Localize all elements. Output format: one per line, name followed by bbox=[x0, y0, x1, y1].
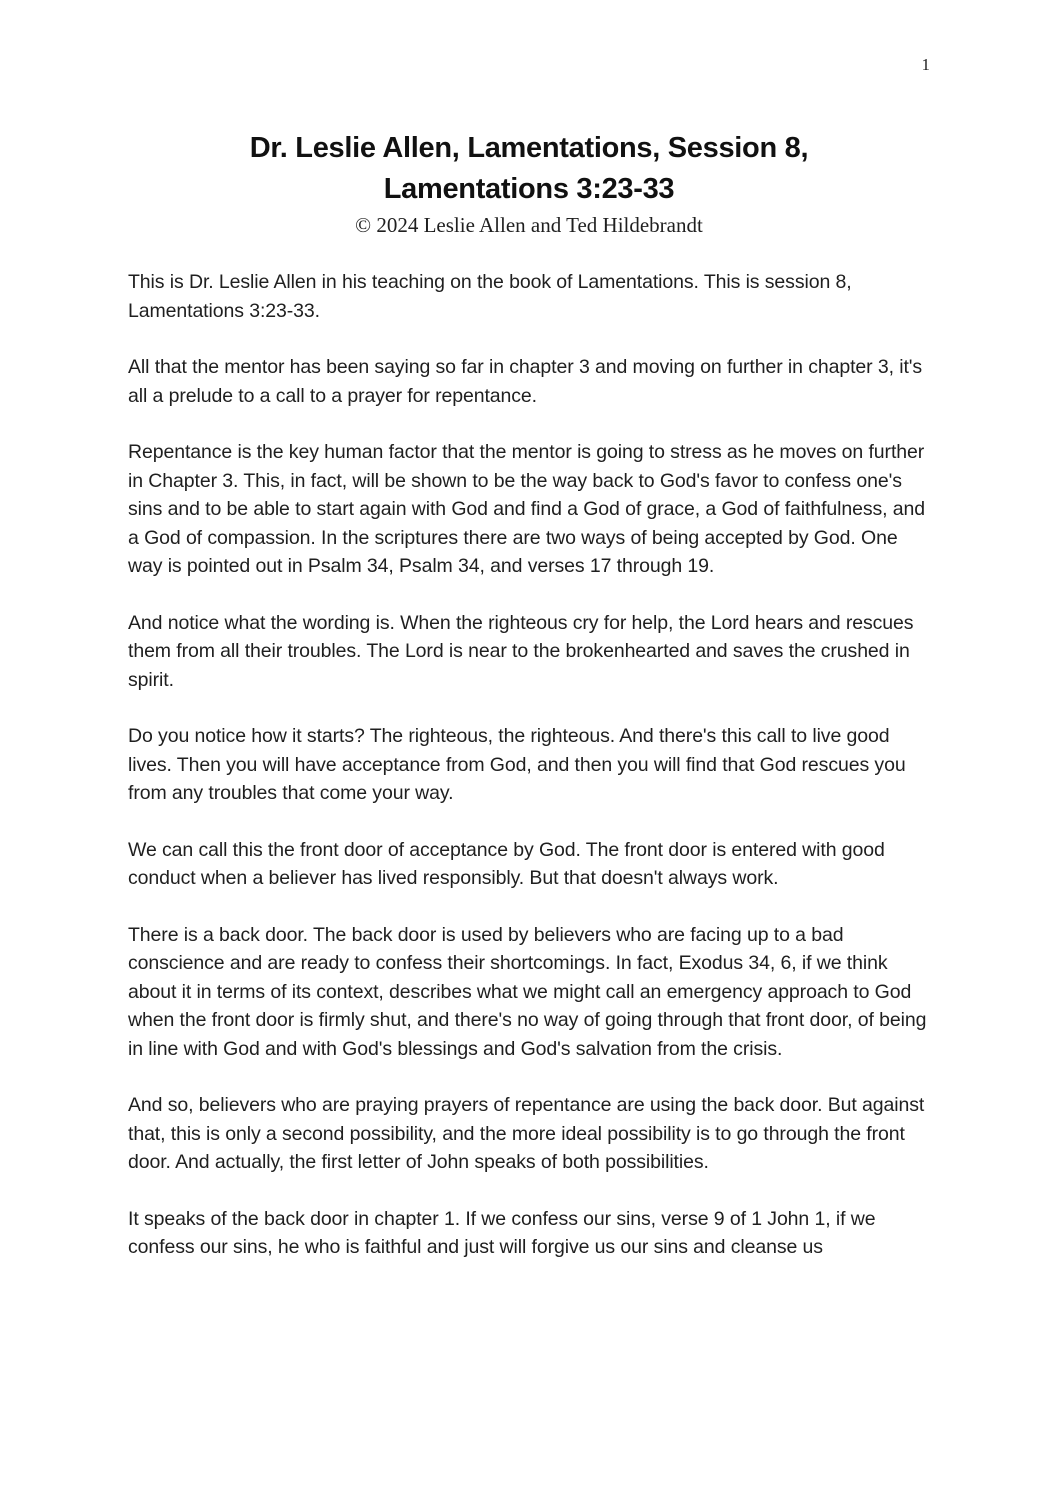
page-number: 1 bbox=[921, 55, 930, 74]
paragraph: It speaks of the back door in chapter 1. If we confess our sins, verse 9 of 1 John 1, if we confess our sins, he who is faithful and just will forgive us our sins and cleanse us bbox=[128, 1207, 876, 1258]
document-title bbox=[128, 128, 930, 210]
paragraph: This is Dr. Leslie Allen in his teaching on the book of Lamentations. This is session 8, Lamentations 3:23-33. bbox=[128, 271, 852, 322]
paragraph: All that the mentor has been saying so far in chapter 3 and moving on further in chapter 3, it's all a prelude to a call to a prayer for repentance. bbox=[128, 356, 923, 407]
paragraph: Repentance is the key human factor that the mentor is going to stress as he moves on further in Chapter 3. This, in fact, will be shown to be the way back to God's favor to confess one's sins and to be able to start again with God and find a God of grace, a God of faithfulness, and a God of compassion. In the scriptures there are two ways of being accepted by God. One way is pointed out in Psalm 34, Psalm 34, and verses 17 through 19. bbox=[128, 441, 926, 577]
document-title-line1: Dr. Leslie Allen, Lamentations, Session 8, bbox=[249, 132, 809, 164]
paragraph: We can call this the front door of acceptance by God. The front door is entered with good conduct when a believer has lived responsibly. But that doesn't always work. bbox=[128, 838, 885, 889]
document-title-line2: Lamentations 3:23-33 bbox=[383, 173, 675, 205]
document-body bbox=[128, 268, 932, 1290]
paragraph: There is a back door. The back door is used by believers who are facing up to a bad conscience and are ready to confess their shortcomings. In fact, Exodus 34, 6, if we think about it in terms of its context, describes what we might call an emergency approach to God when the front door is firmly shut, and there's no way of going through that front door, of being in line with God and with God's blessings and God's salvation from the crisis. bbox=[128, 923, 927, 1060]
paragraph: Do you notice how it starts? The righteous, the righteous. And there's this call to live good lives. Then you will have acceptance from God, and then you will find that God rescues you from any troubles that come your way. bbox=[128, 725, 906, 804]
paragraph: And so, believers who are praying prayers of repentance are using the back door. But against that, this is only a second possibility, and the more ideal possibility is to go through the front door. And actually, the first letter of John speaks of both possibilities. bbox=[128, 1094, 925, 1173]
paragraph: And notice what the wording is. When the righteous cry for help, the Lord hears and rescues them from all their troubles. The Lord is near to the brokenhearted and saves the crushed in spirit. bbox=[128, 611, 914, 691]
document-header bbox=[128, 128, 930, 239]
copyright-line: © 2024 Leslie Allen and Ted Hildebrandt bbox=[355, 213, 703, 237]
